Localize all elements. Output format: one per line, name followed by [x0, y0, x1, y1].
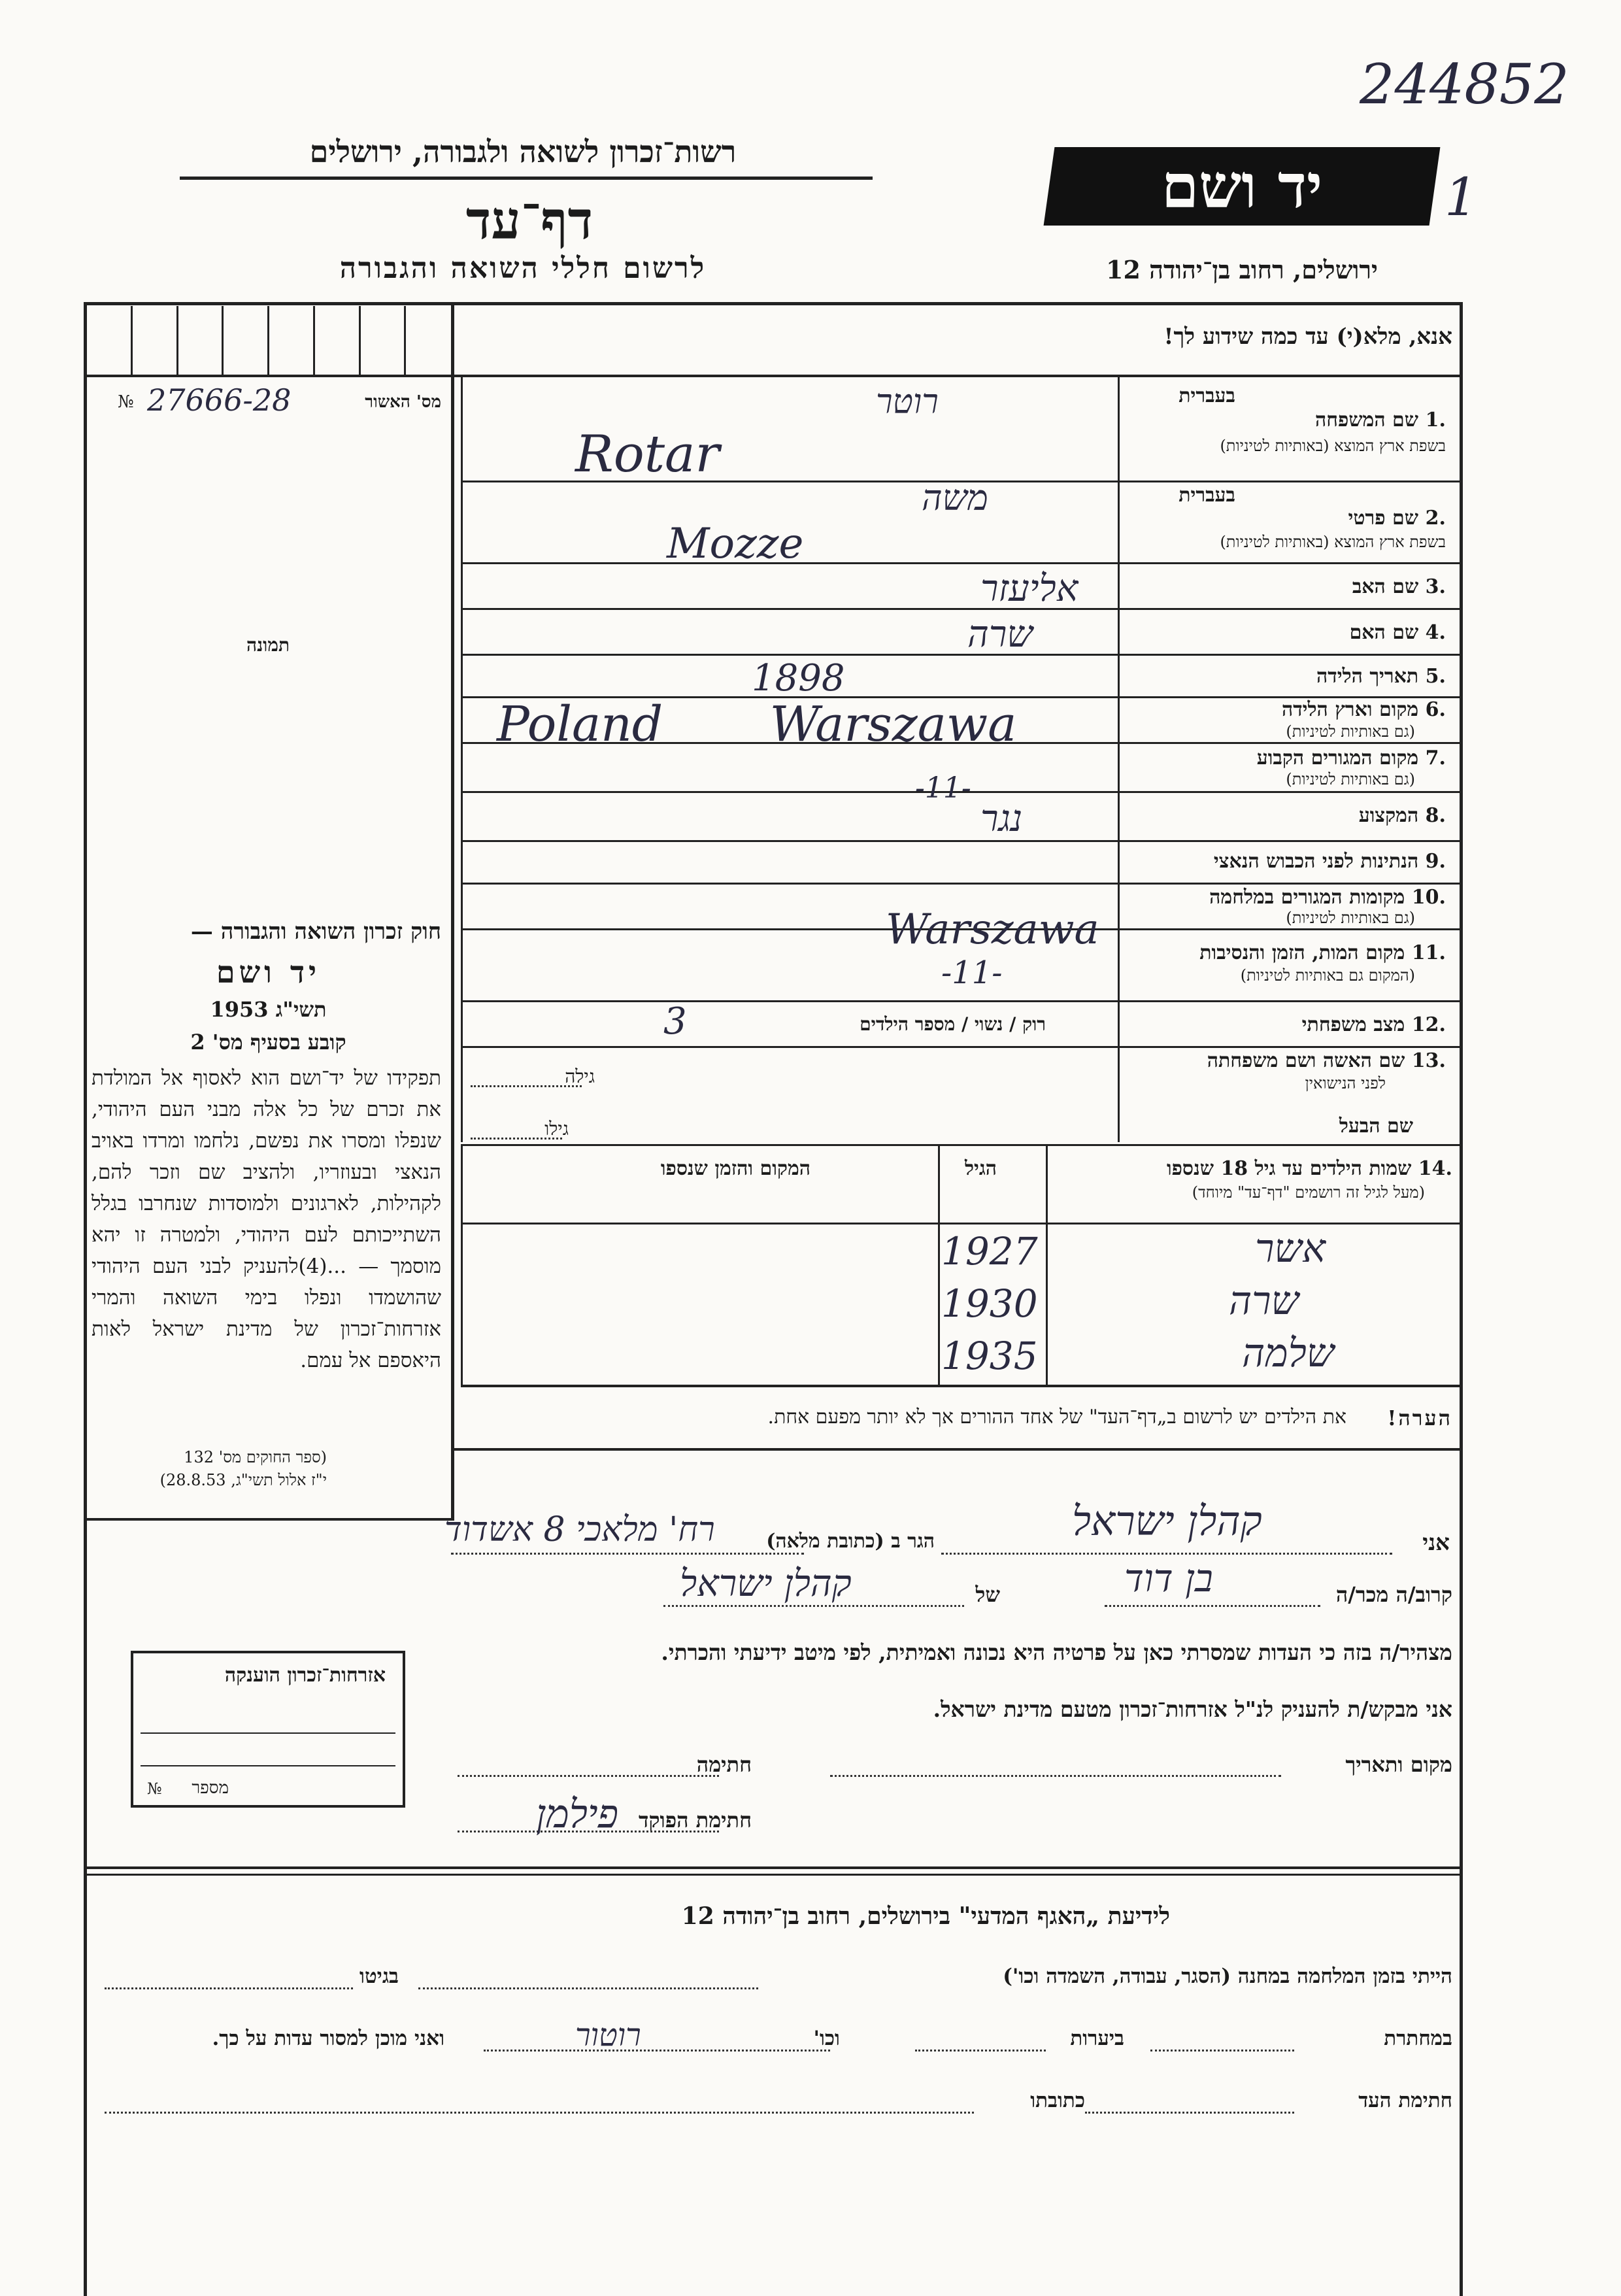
note-text: את הילדים יש לרשום ב„דף־העד" של אחד ההורים אך לא יותר מפעם אחת. [767, 1406, 1346, 1428]
wartime-label: הייתי בזמן המלחמה במחנה (הסגר, עבודה, השמדה וכו') [1003, 1965, 1452, 1988]
law-title: חוק זכרון השואה והגבורה — [190, 919, 441, 945]
signature-label: חתימה [696, 1752, 752, 1777]
row-line-top [84, 375, 1463, 377]
yad-vashem-logo [1044, 147, 1441, 226]
ghetto-label: בגיטו [359, 1965, 399, 1988]
child-name: אשר [1255, 1226, 1326, 1272]
etc-label: וכו' [813, 2027, 840, 2050]
form-subtitle: לרשום חללי השואה והגבורה [339, 252, 707, 285]
logo-text: יד ושם [1161, 151, 1323, 222]
photo-label: תמונה [246, 634, 290, 656]
page-marker: 1 [1445, 167, 1478, 228]
left-col-bottom [84, 1518, 454, 1521]
signature-line [458, 1775, 719, 1777]
child-name: שלמה [1242, 1330, 1335, 1376]
f5-value: 1898 [752, 657, 845, 700]
f14-label: .14 שמות הילדים עד גיל 18 שנספו [1166, 1157, 1452, 1180]
f4-value: שרה [967, 613, 1033, 656]
forests-line [915, 2050, 1046, 2051]
f12-options: רוק / נשוי / מספר הילדים [860, 1013, 1046, 1035]
child-row [461, 1226, 1463, 1278]
children-list [461, 1226, 1463, 1383]
approval-value: 27666-28 [147, 382, 292, 418]
form-title: דף־עד [465, 190, 593, 251]
f5-label: .5 תאריך הלידה [1316, 665, 1446, 688]
f2-label: שם פרטי [1348, 507, 1418, 530]
approval-label: מס' האשור [365, 392, 441, 412]
f1-latin-value: Rotar [575, 425, 720, 484]
citizenship-box-number: מספר [192, 1778, 229, 1798]
husband-label: שם הבעל [1339, 1115, 1413, 1138]
address: ירושלים, רחוב בן־יהודה 12 [1106, 255, 1378, 284]
authority-underline [180, 177, 873, 180]
row-line [461, 608, 1463, 610]
bottom-double-line-2 [84, 1874, 1463, 1876]
f9-label: .9 הנתינות לפני הכבוש הנאצי [1213, 850, 1446, 873]
his-address-label: כתובתו [1030, 2089, 1085, 2112]
forests-label: ביערות [1070, 2027, 1124, 2050]
row-line [461, 883, 1463, 885]
witness-signature-label: חתימת העד [1358, 2089, 1452, 2112]
approval-no: № [118, 392, 134, 412]
declaration-relative: קרוב/ה מכר/ה [1335, 1582, 1452, 1607]
place-date-line [830, 1775, 1281, 1777]
child-row [461, 1278, 1463, 1330]
f1-in-hebrew: בעברית [1178, 384, 1235, 407]
left-column-divider [451, 302, 454, 1518]
f2-sub: בשפת ארץ המוצא (באותיות לטיניות) [1220, 533, 1446, 551]
approval-boxes [87, 306, 450, 375]
declaration-relation-value: בן דוד [1124, 1556, 1213, 1600]
etc-value: רוטור [575, 2017, 641, 2053]
f11-sub: (המקום גם באותיות לטיניות) [1240, 966, 1415, 985]
f14-sub: (מעל לגיל זה רושמים "דף־עד" מיוחד) [1192, 1183, 1425, 1202]
husband-age-line [471, 1138, 562, 1140]
f7-label: .7 מקום המגורים הקבוע [1256, 747, 1446, 769]
etc-line [484, 2050, 830, 2051]
place-date-label: מקום ותאריך [1345, 1752, 1452, 1777]
row-line [461, 840, 1463, 842]
law-date: י"ז אלול תשי"ג, 28.8.53) [159, 1471, 327, 1489]
his-address-line [105, 2112, 974, 2114]
citizenship-box-title: אזרחות־זכרון הוענקה [224, 1664, 386, 1687]
husband-age-label: גילו [544, 1118, 569, 1140]
declaration-request: אני מבקש/ת להעניק לנ"ל אזרחות־זכרון מטעם מדינת ישראל. [933, 1697, 1452, 1722]
child-year: 1930 [941, 1281, 1038, 1326]
citizenship-box-line1 [141, 1732, 395, 1734]
f13-age-label: גילה [565, 1066, 595, 1087]
officer-signature-value: פילמן [536, 1791, 619, 1837]
f2-latin-value: Mozze [667, 520, 804, 568]
ghetto-line [105, 1987, 353, 1989]
f2-in-hebrew: בעברית [1178, 484, 1235, 507]
witness-signature-line [1085, 2112, 1294, 2114]
f1-sub: בשפת ארץ המוצא (באותיות לטיניות) [1220, 437, 1446, 455]
f3-label: .3 שם האב [1352, 575, 1446, 598]
f12-children-value: 3 [663, 1000, 687, 1043]
declaration-of: של [975, 1582, 1000, 1607]
camp-line [418, 1987, 758, 1989]
f3-value: אליעזר [980, 567, 1078, 610]
child-year: 1927 [941, 1229, 1038, 1274]
stamp-number: 244852 [1360, 52, 1569, 116]
note-label: הערה! [1387, 1406, 1452, 1430]
instruction-text: אנא, מלא(י) עד כמה שידוע לך! [1163, 324, 1452, 350]
children-header-line [461, 1223, 1463, 1224]
child-year: 1935 [941, 1334, 1038, 1378]
f6-value: Poland Warszawa [497, 696, 1017, 752]
f8-label: .8 המקצוע [1358, 804, 1446, 827]
hiding-label: במחתרת [1384, 2027, 1452, 2050]
declaration-name-line [941, 1553, 1392, 1555]
f12-label: .12 מצב משפחתי [1301, 1013, 1446, 1036]
bottom-title: לידיעת „האגף המדעי" בירושלים, רחוב בן־יהודה 12 [681, 1902, 1170, 1930]
officer-signature-label: חתימת הפוקד [639, 1808, 752, 1832]
law-ref: (ספר החוקים מס' 132 [184, 1448, 327, 1466]
declaration-address-line [451, 1553, 804, 1555]
note-top-line [461, 1385, 1463, 1387]
hiding-line [1150, 2050, 1294, 2051]
f10-value: Warszawa [886, 905, 1099, 954]
row-line [461, 654, 1463, 656]
fields-label-divider [1118, 377, 1120, 1142]
declaration-address-value: רח' מלאכי 8 אשדוד [444, 1510, 715, 1549]
ready-label: ואני מוכן למסור עדות על כך. [212, 2027, 444, 2050]
f13-sub: לפני הנישואין [1305, 1074, 1386, 1092]
citizenship-box-no: № [147, 1780, 162, 1798]
f2-number: .2 [1425, 507, 1446, 530]
note-bottom-line [454, 1448, 1463, 1451]
law-text: תפקידו של יד־ושם הוא לאסוף אל המולדת את זכרם של כל אלה מבני העם היהודי, שנפלו ומסרו את נפשם, נלחמו ומרדו באויב הנאצי ובעוזריו, ולהציב שם וזכר להם, לקהילות, לארגונים ולמוסדות שנחרבו בגלל השתייכותם לעם היהודי, ולמטרה זו יהא מוסמך — ...(4)להעניק לבני העם היהודי שהושמדו ונפלו בימי השואה והמרי אזרחות־זכרון של מדינת ישראל לאות היאספם אל עמם. [92, 1066, 441, 1372]
row-line [461, 1046, 1463, 1048]
declaration-statement: מצהיר/ה בזה כי העדות שמסרתי כאן על פרטיה היא נכונה ואמיתית, לפי מיטב ידיעתי והכרתי. [661, 1640, 1452, 1665]
f6-sub: (גם באותיות לטיניות) [1286, 722, 1415, 741]
row-line [461, 562, 1463, 564]
declaration-residing: הגר ב (כתובת מלאה) [766, 1530, 935, 1553]
col-place: המקום והזמן שנספו [660, 1157, 811, 1180]
declaration-ani: אני [1422, 1530, 1450, 1556]
f7-value: -11- [915, 771, 971, 805]
f4-label: .4 שם האם [1349, 621, 1446, 644]
authority-name: רשות־זכרון לשואה ולגבורה, ירושלים [309, 134, 737, 169]
f13-label: .13 שם האשה ושם משפחתה [1207, 1049, 1446, 1072]
f2-hebrew-value: משה [922, 477, 988, 518]
f10-sub: (גם באותיות לטיניות) [1286, 909, 1415, 927]
citizenship-box-line2 [141, 1765, 395, 1766]
fields-left-border [461, 377, 463, 1142]
f8-value: נגר [980, 798, 1023, 840]
row-line [461, 1144, 1463, 1146]
f1-number: .1 [1425, 409, 1446, 431]
f7-sub: (גם באותיות לטיניות) [1286, 770, 1415, 788]
child-row [461, 1330, 1463, 1383]
law-year: תשי"ג 1953 [210, 997, 327, 1022]
declaration-name-value: קהלן ישראל [1072, 1497, 1262, 1545]
f6-label: .6 מקום וארץ הלידה [1281, 698, 1446, 721]
col-age: הגיל [964, 1157, 997, 1180]
declaration-relation-line [1105, 1605, 1320, 1607]
declaration-of-line [663, 1605, 964, 1607]
row-line [461, 1000, 1463, 1002]
declaration-of-value: קהלן ישראל [680, 1562, 852, 1605]
f11-label: .11 מקום המות, הזמן והנסיבות [1199, 941, 1446, 964]
bottom-double-line-1 [84, 1866, 1463, 1869]
f1-label: שם המשפחה [1314, 409, 1418, 431]
f11-value: -11- [941, 954, 1003, 991]
f1-hebrew-value: רוטר [876, 382, 939, 422]
law-name: יד ושם [216, 954, 321, 990]
f13-age-line [471, 1085, 582, 1087]
f10-label: .10 מקומות המגורים במלחמה [1209, 886, 1446, 909]
law-clause: קובע בסעיף מס' 2 [190, 1030, 346, 1055]
child-name: שרה [1229, 1278, 1299, 1324]
